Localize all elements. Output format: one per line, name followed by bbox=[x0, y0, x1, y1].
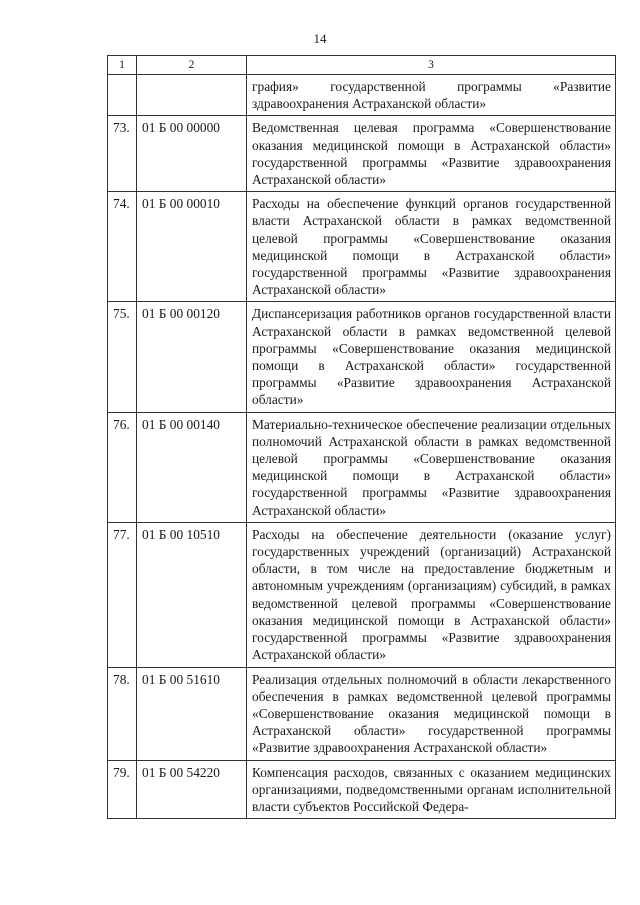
column-header-description: 3 bbox=[247, 56, 616, 75]
row-description: Расходы на обеспечение функций органов государственной власти Астраханской области в рамках ведомственной целевой программы «Совершенствование оказания медицинской помощи в Астраханской области» государственной программы «Развитие здравоохранения Астраханской области» bbox=[247, 192, 616, 302]
table-header-row bbox=[108, 56, 616, 75]
row-code: 01 Б 00 00010 bbox=[137, 192, 247, 302]
row-number: 74. bbox=[108, 192, 137, 302]
column-header-code: 2 bbox=[137, 56, 247, 75]
table-row bbox=[108, 522, 616, 667]
page-number: 14 bbox=[313, 31, 327, 46]
row-description: Ведомственная целевая программа «Совершенствование оказания медицинской помощи в Астраханской области» государственной программы «Развитие здравоохранения Астраханской области» bbox=[247, 116, 616, 192]
row-code: 01 Б 00 00000 bbox=[137, 116, 247, 192]
row-code: 01 Б 00 00120 bbox=[137, 302, 247, 412]
table-row bbox=[108, 302, 616, 412]
row-code bbox=[137, 75, 247, 116]
row-number bbox=[108, 75, 137, 116]
row-code: 01 Б 00 00140 bbox=[137, 412, 247, 522]
table-row bbox=[108, 667, 616, 760]
row-number: 73. bbox=[108, 116, 137, 192]
table-row bbox=[108, 192, 616, 302]
row-code: 01 Б 00 51610 bbox=[137, 667, 247, 760]
table-row bbox=[108, 75, 616, 116]
table-row bbox=[108, 412, 616, 522]
row-code: 01 Б 00 10510 bbox=[137, 522, 247, 667]
row-number: 76. bbox=[108, 412, 137, 522]
row-number: 75. bbox=[108, 302, 137, 412]
row-number: 78. bbox=[108, 667, 137, 760]
budget-classification-table bbox=[107, 55, 616, 819]
row-description: Реализация отдельных полномочий в области лекарственного обеспечения в рамках ведомственной целевой программы «Совершенствование оказания медицинской помощи в Астраханской области» государственной программы «Развитие здравоохранения Астраханской области» bbox=[247, 667, 616, 760]
column-header-number: 1 bbox=[108, 56, 137, 75]
row-description: Расходы на обеспечение деятельности (оказание услуг) государственных учреждений (организаций) Астраханской области, в том числе на предоставление бюджетным и автономным учреждениям (организациям) субсидий, в рамках ведомственной целевой программы «Совершенствование оказания медицинской помощи в Астраханской области» государственной программы «Развитие здравоохранения Астраханской области» bbox=[247, 522, 616, 667]
table-row bbox=[108, 116, 616, 192]
row-description: Материально-техническое обеспечение реализации отдельных полномочий Астраханской области в рамках ведомственной целевой программы «Совершенствование оказания медицинской помощи в Астраханской области» государственной программы «Развитие здравоохранения Астраханской области» bbox=[247, 412, 616, 522]
row-number: 79. bbox=[108, 760, 137, 819]
row-description: Компенсация расходов, связанных с оказанием медицинских организациями, подведомственными органам исполнительной власти субъектов Российской Федера- bbox=[247, 760, 616, 819]
row-code: 01 Б 00 54220 bbox=[137, 760, 247, 819]
table-row bbox=[108, 760, 616, 819]
row-description: графия» государственной программы «Развитие здравоохранения Астраханской области» bbox=[247, 75, 616, 116]
row-description: Диспансеризация работников органов государственной власти Астраханской области в рамках ведомственной целевой программы «Совершенствование оказания медицинской помощи в Астраханской области» государственной программы «Развитие здравоохранения Астраханской области» bbox=[247, 302, 616, 412]
row-number: 77. bbox=[108, 522, 137, 667]
